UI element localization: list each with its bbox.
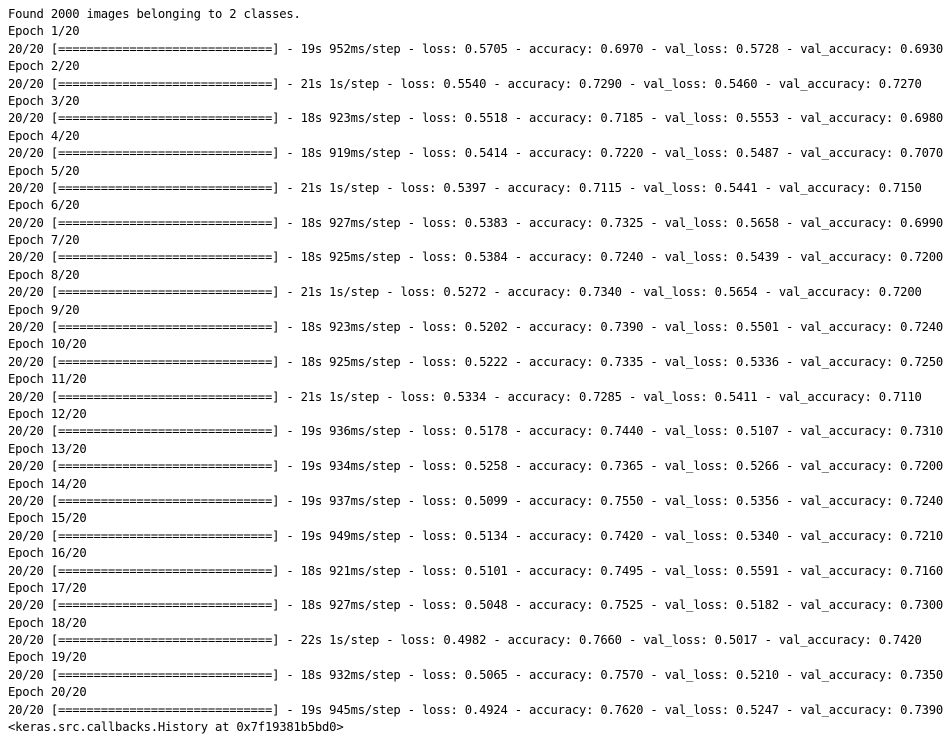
epoch-header: Epoch 2/20 (8, 59, 80, 74)
epoch-header: Epoch 10/20 (8, 337, 87, 352)
epoch-progress-line: 20/20 [==============================] - 21s 1s/step - loss: 0.5272 - accuracy: 0.7340 - val_loss: 0.5654 - val_accuracy: 0.7200 (8, 285, 922, 300)
epoch-header: Epoch 15/20 (8, 511, 87, 526)
epoch-header: Epoch 7/20 (8, 233, 80, 248)
epoch-header: Epoch 16/20 (8, 546, 87, 561)
epoch-progress-line: 20/20 [==============================] - 18s 925ms/step - loss: 0.5222 - accuracy: 0.7335 - val_loss: 0.5336 - val_accuracy: 0.7250 (8, 354, 944, 369)
epoch-progress-line: 20/20 [==============================] - 18s 923ms/step - loss: 0.5202 - accuracy: 0.7390 - val_loss: 0.5501 - val_accuracy: 0.7240 (8, 320, 944, 335)
epoch-progress-line: 20/20 [==============================] - 19s 945ms/step - loss: 0.4924 - accuracy: 0.7620 - val_loss: 0.5247 - val_accuracy: 0.7390 (8, 702, 944, 717)
epoch-header: Epoch 19/20 (8, 650, 87, 665)
epoch-list (8, 23, 947, 719)
dataset-found-message: Found 2000 images belonging to 2 classes. (8, 7, 301, 21)
epoch-progress-line: 20/20 [==============================] - 21s 1s/step - loss: 0.5334 - accuracy: 0.7285 - val_loss: 0.5411 - val_accuracy: 0.7110 (8, 389, 922, 404)
epoch-progress-line: 20/20 [==============================] - 18s 919ms/step - loss: 0.5414 - accuracy: 0.7220 - val_loss: 0.5487 - val_accuracy: 0.7070 (8, 146, 944, 161)
epoch-progress-line: 20/20 [==============================] - 19s 934ms/step - loss: 0.5258 - accuracy: 0.7365 - val_loss: 0.5266 - val_accuracy: 0.7200 (8, 459, 944, 474)
epoch-progress-line: 20/20 [==============================] - 19s 937ms/step - loss: 0.5099 - accuracy: 0.7550 - val_loss: 0.5356 - val_accuracy: 0.7240 (8, 493, 944, 508)
epoch-header: Epoch 20/20 (8, 685, 87, 700)
epoch-header: Epoch 1/20 (8, 24, 80, 39)
epoch-progress-line: 20/20 [==============================] - 21s 1s/step - loss: 0.5397 - accuracy: 0.7115 - val_loss: 0.5441 - val_accuracy: 0.7150 (8, 180, 922, 195)
epoch-header: Epoch 6/20 (8, 198, 80, 213)
epoch-header: Epoch 4/20 (8, 128, 80, 143)
epoch-progress-line: 20/20 [==============================] - 18s 932ms/step - loss: 0.5065 - accuracy: 0.7570 - val_loss: 0.5210 - val_accuracy: 0.7350 (8, 667, 944, 682)
epoch-header: Epoch 17/20 (8, 580, 87, 595)
epoch-progress-line: 20/20 [==============================] - 21s 1s/step - loss: 0.5540 - accuracy: 0.7290 - val_loss: 0.5460 - val_accuracy: 0.7270 (8, 76, 922, 91)
epoch-header: Epoch 14/20 (8, 476, 87, 491)
epoch-progress-line: 20/20 [==============================] - 19s 952ms/step - loss: 0.5705 - accuracy: 0.6970 - val_loss: 0.5728 - val_accuracy: 0.6930 (8, 41, 944, 56)
epoch-progress-line: 20/20 [==============================] - 18s 923ms/step - loss: 0.5518 - accuracy: 0.7185 - val_loss: 0.5553 - val_accuracy: 0.6980 (8, 111, 944, 126)
epoch-header: Epoch 12/20 (8, 406, 87, 421)
epoch-progress-line: 20/20 [==============================] - 19s 936ms/step - loss: 0.5178 - accuracy: 0.7440 - val_loss: 0.5107 - val_accuracy: 0.7310 (8, 424, 944, 439)
epoch-header: Epoch 8/20 (8, 267, 80, 282)
epoch-header: Epoch 13/20 (8, 441, 87, 456)
epoch-progress-line: 20/20 [==============================] - 18s 925ms/step - loss: 0.5384 - accuracy: 0.7240 - val_loss: 0.5439 - val_accuracy: 0.7200 (8, 250, 944, 265)
epoch-progress-line: 20/20 [==============================] - 18s 927ms/step - loss: 0.5048 - accuracy: 0.7525 - val_loss: 0.5182 - val_accuracy: 0.7300 (8, 598, 944, 613)
epoch-header: Epoch 3/20 (8, 93, 80, 108)
epoch-header: Epoch 18/20 (8, 615, 87, 630)
epoch-header: Epoch 9/20 (8, 302, 80, 317)
epoch-progress-line: 20/20 [==============================] - 18s 921ms/step - loss: 0.5101 - accuracy: 0.7495 - val_loss: 0.5591 - val_accuracy: 0.7160 (8, 563, 944, 578)
epoch-header: Epoch 5/20 (8, 163, 80, 178)
history-return-value: <keras.src.callbacks.History at 0x7f19381b5bd0> (8, 720, 344, 735)
epoch-header: Epoch 11/20 (8, 372, 87, 387)
epoch-progress-line: 20/20 [==============================] - 19s 949ms/step - loss: 0.5134 - accuracy: 0.7420 - val_loss: 0.5340 - val_accuracy: 0.7210 (8, 528, 944, 543)
epoch-progress-line: 20/20 [==============================] - 22s 1s/step - loss: 0.4982 - accuracy: 0.7660 - val_loss: 0.5017 - val_accuracy: 0.7420 (8, 633, 922, 648)
epoch-progress-line: 20/20 [==============================] - 18s 927ms/step - loss: 0.5383 - accuracy: 0.7325 - val_loss: 0.5658 - val_accuracy: 0.6990 (8, 215, 944, 230)
